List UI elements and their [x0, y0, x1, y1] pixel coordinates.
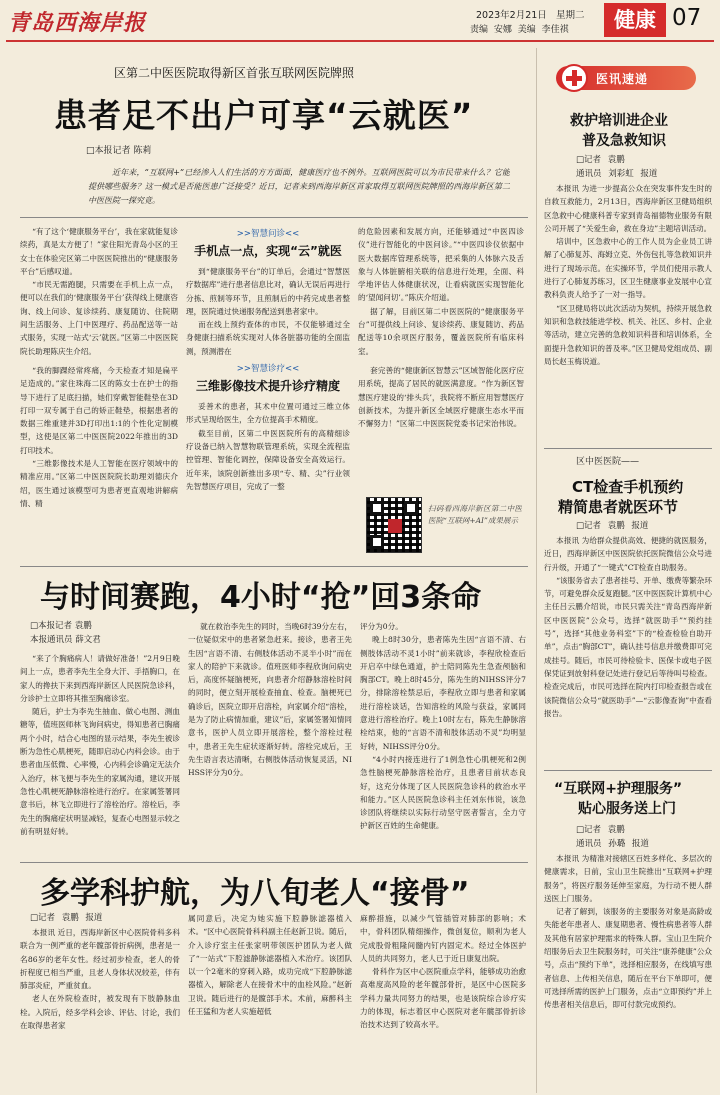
a2-col2: 就在救治李先生的同时，当晚6时39分左右，一位疑似宋中的患者紧急赶来。接诊，患者王先生因“言语不清、右侧肢体活动不灵半小时”而在家人的陪护下来就诊。值班医师李程欣询问病史后，高度怀疑脑梗死，向患者介绍静脉溶栓时间的同时，便立刻开展检查抽血、检查。脑梗死已确诊后，医院立即开启溶栓，向家属介绍“溶栓，是为了防止病情加重，建议”后，家属签署知情同意书，医护人员立即开展溶栓，整个溶栓过程中，患者王先生症状逐渐好转。溶栓完成后，王先生语言表达清晰，右侧肢体活动恢复灵活，NIHSS评分为0分。 [188, 622, 352, 778]
a1-sub2-tag: >>智慧诊疗<< [236, 364, 300, 375]
s3-body: 本报讯 为精准对接辖区百姓多样化、多层次的健康需求，日前，宝山卫生院推出“互联网+护理服务”，将医疗服务延伸至家庭，为行动不便人群送医上门服务。 记者了解到，该服务的主要服务对象是高龄或失能老年患者人、康复期患者、慢性病患者等人群及其他有居家护理需求的特殊人群。宝山卫生院介绍服务后去卫生院服务时，可关注“康养健康”公众号，点击“预约下单”，选择相应服务，在线填写患者信息、上传相关信息，随后在平台下单即可，便可选择所需的医护上门服务，点击“立即预约”并上传患者相关信息后，即可付款完成预约。 [544, 854, 712, 1010]
a2-title: 与时间赛跑，4小时“抢”回3条命 [40, 580, 482, 615]
a1-bottom-rule [20, 566, 528, 567]
s1-byline-1: □记者 袁鹏 [576, 155, 625, 165]
s2-byline-1: □记者 袁鹏 报道 [576, 521, 649, 531]
date: 2023年2月21日 [476, 10, 547, 21]
a1-sub1-tag: >>智慧问诊<< [236, 229, 300, 239]
s3-title-2: 贴心服务送上门 [578, 801, 676, 817]
s1-title-1: 救护培训进企业 [570, 113, 668, 129]
a2-byline-1: □本报记者 袁鹏 [30, 621, 92, 631]
s2-kicker: 区中医医院—— [576, 457, 640, 467]
s2-rule [544, 448, 712, 449]
a1-kicker: 区第二中医医院取得新区首张互联网医院牌照 [114, 66, 355, 80]
a1-col1: “有了这个‘健康服务平台’，我在家就能复诊续药，真是太方便了！”家住阳光青岛小区的王女士在体验完区第二中医医院推出的“健康服务平台”后感叹道。 “市民无需跑腿，只需要在手机上点一点，便可以在我们的‘健康服务平台’获得线上健康咨询、线上问诊、复诊续药、康复随访、住院期间生活服务、上门中医理疗、药品配送等一站式服务，实现一站式‘云’就医。”区第二中医医院院长助理陈庆生介绍。 “我的脚踝经常疼痛，今天检查才知是扁平足造成的。”家住珠海二区的陈女士在护士的指导下进行了足底扫描，她们穿戴智能鞋垫在3D打印一双专属于自己的矫正鞋垫，根据患者的数据三维重建并3D打印出1:1的个性化定制模型，这使是区第二中医医院2022年推出的3D打印技术。 “三维影像技术是人工智能在医疗领域中的精准应用。”区第二中医医院院长助理刘德庆介绍，医生通过该模型可为患者更直观地讲解病情、精 [20, 227, 178, 508]
s3-rule [544, 770, 712, 771]
medical-cross-icon [560, 64, 588, 92]
a3-col3: 麻醉措施，以减少气管插管对肺部的影响；术中，骨科团队精细操作，微创复位，顺利为老人完成股骨粗隆间髓内钉内固定术。经过全体医护人员的共同努力，老人已于近日康复出院。 骨科作为区中心医院重点学科，能够成功治愈高难度高风险的老年髋部骨折，是区中心医院多学科力量共同努力的结果，也是该院综合诊疗实力的体现，标志着区中心医院对老年髋部骨折诊治技术达到了较高水平。 [360, 914, 526, 1030]
a1-sub1-title: 手机点一点，实现“云”就医 [194, 244, 342, 258]
a1-col2: >>智慧问诊<< 手机点一点，实现“云”就医 到“健康服务平台”的订单后，会通过“智慧医疗数据库”进行患者信息比对，确认无误后再进行分拣、煎制等环节，且煎制后的中药完成患者整理，医院通过快递服务配送到患者家中。 而在线上预约查体的市民，不仅能够通过全身健康扫描系统实现对人体各脏器功能的全面监测，预测潜在 >>智慧诊疗<< 三维影像技术提升诊疗精度 妥善术的患者，其术中位置可通过三维立体形式呈现给医生，全方位提高手术精度。 截至目前，区第二中医医院所有的高精细诊疗设备已纳入智慧物联管理系统，实现全流程监控管理、智能化调控，保障设备安全高效运行。近年来，该院创新推出多项“专、精、尖”行业领先智慧医疗项目，完成了一整 [186, 229, 350, 491]
a3-col2: 属同意后，决定为她实施下腔静脉滤器植入术。“区中心医院骨科科副主任赵新卫说。随后，介入诊疗室主任张家明带领医护团队为老人做了“一站式”下腔滤静脉滤器植入术治疗。该团队以一个2毫米的穿刺入路，成功完成“下腔静脉滤器植入，解除老人在接骨术中的血栓风险。”赵新卫说。随后进行的是髋部手术。术前，麻醉科主任王猛和为老人实施超低 [188, 914, 352, 1017]
qr-code[interactable] [366, 497, 422, 553]
s1-body: 本报讯 为进一步提高公众在突发事件发生时的自救互救能力，2月13日，西海岸新区卫健局组织区急救中心健康科普专家到青岛福德物业服务有限公司开展了“关爱生命，救在身边”主题培训活动。 培训中，区急救中心的工作人员为企业员工讲解了心肺复苏、海姆立克、外伤包扎等急救知识并进行了现场示范。在实操环节，学员们使用示教人进行了心肺复苏练习，区卫生健康事业发展中心宣教科负责人给予了一对一指导。 “区卫健局将以此次活动为契机，持续开展急救知识和急救技能进学校、机关、社区、乡村、企业等活动，建立完善的急救知识科普和培训体系，全面提升急救知识的普及率。”区卫健局党组成员、副局长赵玉梅说道。 [544, 184, 712, 366]
a1-byline: □本报记者 陈莉 [86, 146, 152, 156]
a2-byline-2: 本报通讯员 薛文君 [30, 635, 101, 645]
editor-line: 责编 安娜 美编 李佳祺 [470, 25, 569, 35]
qr-caption: 扫码看西海岸新区第二中医医院“互联网+AI”成果展示 [428, 504, 522, 525]
s1-title-2: 普及急救知识 [582, 133, 666, 149]
a1-lead: 近年来，“互联网+”已经渗入人们生活的方方面面，健康医疗也不例外。互联网医院可以为市民带来什么？它能提供哪些服务？这一模式是否能医患广泛接受？近日，记者来到西海岸新区首家取得互联网医院牌照的西海岸新区第二中医医院一探究竟。 [88, 168, 510, 205]
s3-byline-1: □记者 袁鹏 [576, 825, 625, 835]
a2-bottom-rule [20, 862, 528, 863]
s2-title-2: 精简患者就医环节 [558, 498, 679, 516]
a2-col1: “来了个胸痛病人！请做好准备！”2月9日晚间上一点，患者李先生全身大汗、手捂胸口，在家人的搀扶下来到西海岸新区人民医院急诊科，分诊护士立即将其推至胸痛诊室。 随后，护士为李先生抽血、做心电图、测血糖等，值班医师林飞询问病史，得知患者已胸痛两个小时，结合心电图的显示结果，李先生被诊断为急性心肌梗死，随即启动心内科会诊。由于患者血压低微、心率慢，心内科会诊确定无法介入治疗，林飞便与李先生的家属沟通，建议开展急性心肌梗死静脉溶栓进行治疗。在家属签署同意书后，林飞立即进行了溶栓治疗。溶栓后，李先生的胸痛症状明显减轻，复查心电图显示较之前有明显好转。 [20, 654, 180, 836]
weekday: 星期二 [556, 10, 585, 21]
a1-sub2-title: 三维影像技术提升诊疗精度 [195, 379, 340, 394]
badge-label: 医讯速递 [596, 72, 649, 86]
s3-byline-2: 通讯员 孙璐 报道 [576, 839, 649, 849]
page-number: 07 [672, 5, 702, 31]
a1-lead-rule [20, 217, 528, 218]
a1-col3: 的危险因素和发展方向，还能够通过“中医四诊仪”进行智能化的中医问诊。”“中医四诊仪依据中医大数据库管理系统等，把采集的人体脉六及舌象与人体脏腑相关联的信息进行处理，全面、科学地评估人体健康状况，让看病就医实现智能化的‘望闻问切’。”陈庆介绍道。 据了解，目前区第二中医医院的“健康服务平台”可提供线上问诊、复诊续药、康复随访、药品配送等10余项医疗服务，覆盖医院所有临床科室。 套完善的“健康新区智慧云”区域智能化医疗应用系统，提高了居民的就医满意度。“作为新区智慧医疗建设的‘排头兵’，我院将不断应用智慧医疗创新技术，为提升新区全域医疗健康生态水平而不懈努力！”区第二中医医院党委书记宋治伟说。 [358, 227, 524, 429]
a3-col1: 本报讯 近日，西海岸新区中心医院骨科多科联合为一例严重的老年髋部骨折病例，患者是一名86岁的老年女性。经过初步检查，老人的骨折程度已相当严重，且老人身体状况较差，伴有肺部炎症，严重贫血。 老人在外院检查时，被发现有下肢静脉血栓。入院后，经多学科会诊、评估、讨论，我们在取得患者家 [20, 928, 180, 1031]
s3-title-1: “互联网+护理服务” [554, 781, 683, 797]
masthead-rule [6, 40, 714, 42]
s2-title-1: CT检查手机预约 [572, 478, 684, 496]
masthead-logo: 青岛西海岸报 [8, 10, 147, 36]
section-label: 健康 [604, 3, 666, 37]
s1-byline-2: 通讯员 刘彩虹 报道 [576, 169, 658, 179]
s2-body: 本报讯 为给群众提供高效、便捷的就医服务，近日，西海岸新区中医医院依托医院微信公众号进行升级，开通了“一键式”CT检查自助服务。 “该服务省去了患者挂号、开单、缴费等繁杂环节，可避免群众反复跑腿。”区中医医院计算机中心主任吕云鹏介绍说，市民只需关注“青岛西海岸新区中医医院”公众号，选择“就医助手”“预约挂号”，选择“其他业务科室”下的“检查检验自助开单”，点击“胸部CT”，确认挂号信息并缴费即可完成挂号。随后，市民可待检验卡、医保卡或电子医保凭证到放射科登记处进行登记后等待叫号检查。检查完成后，市民可选择在院内打印检查报告或在该院微信公众号“就医助手”—“云影像查询”中查看报告。 [544, 536, 712, 718]
a3-byline: □记者 袁鹏 报道 [30, 913, 103, 923]
a1-title: 患者足不出户可享“云就医” [54, 96, 474, 135]
a2-col3: 评分为0分。 晚上8时30分，患者陈先生因“言语不清、右侧肢体活动不灵1小时”前来就诊，李程欣检查后开启卒中绿色通道，护士陪同陈先生急查颅脑和胸部CT。晚上8时45分，陈先生的NIHSS评分7分，排除溶栓禁忌后，李程欣立即与患者和家属进行溶栓谈话，告知溶栓的风险与获益，家属同意进行溶栓治疗。晚上10时左右，陈先生静脉溶栓结束，他的“言语不清和肢体活动不灵”均明显好转，NIHSS评分0分。 “4小时内接连进行了1例急性心肌梗死和2例急性脑梗死静脉溶栓治疗，且患者目前状态良好，这充分体现了区人民医院急诊科的救治水平和能力。”区人民医院急诊科主任刘东伟说，该急诊团队将继续以实际行动坚守医者誓言，全力守护新区百姓的生命健康。 [360, 622, 526, 831]
a3-title: 多学科护航，为八旬老人“接骨” [40, 876, 470, 911]
sidebar-divider [536, 48, 537, 1093]
